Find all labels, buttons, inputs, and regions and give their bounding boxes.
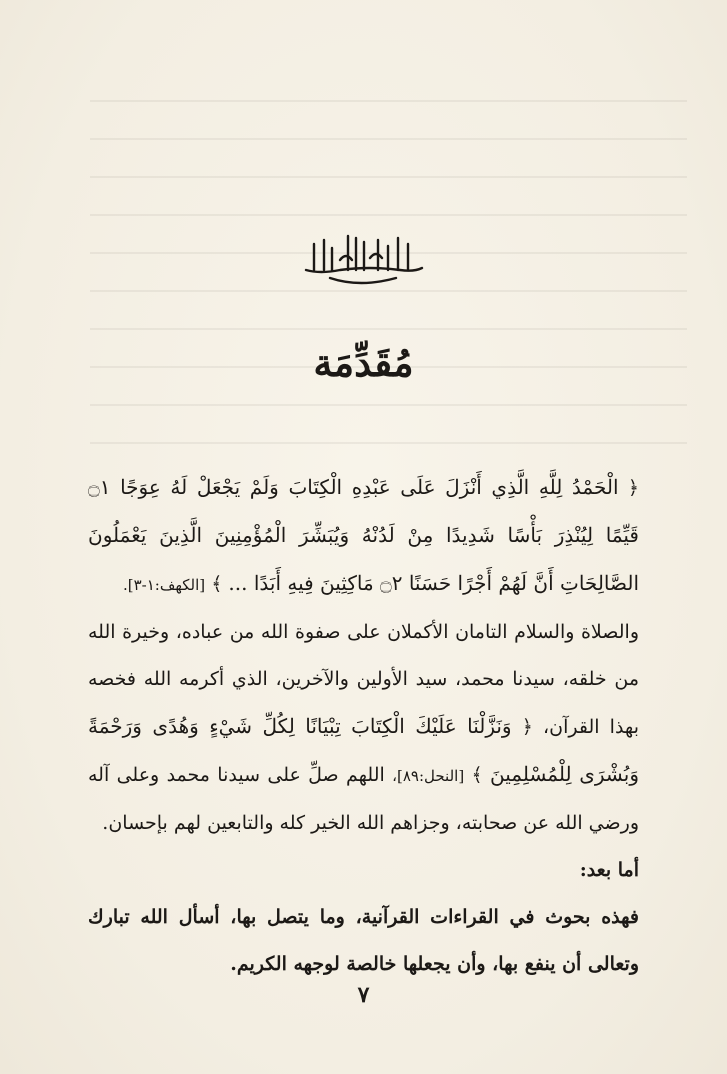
verse-text: وَنَزَّلْنَا عَلَيْكَ الْكِتَابَ تِبْيَانًا لِكُلِّ شَيْءٍ وَهُدًى وَرَحْمَةً وَبُشْرَى لِلْمُسْلِمِينَ <box>88 714 639 786</box>
verse-open-bracket: ﴿ <box>521 716 533 738</box>
verse-close-bracket: ﴾ <box>211 573 223 595</box>
closing-paragraph: فهذه بحوث في القراءات القرآنية، وما يتصل بها، أسأل الله تبارك وتعالى أن ينفع بها، وأن يجعلها خالصة لوجهه الكريم. <box>88 906 639 975</box>
paragraph-text: اللهم صلِّ على سيدنا محمد وعلى آله ورضي الله عن صحابته، وجزاهم الله الخير كله والتابعين لهم بإحسان. <box>88 764 639 834</box>
paragraph-text: والصلاة والسلام التامان الأكملان على صفوة الله من عباده، وخيرة الله من خلقه، سيدنا محمد، سيد الأولين والآخرين، الذي أكرمه الله فخصه بهذا القرآن، <box>88 621 639 738</box>
page-number: ٧ <box>357 982 370 1008</box>
amma-baad: أما بعد: <box>579 859 639 881</box>
verse-open-bracket: ﴿ <box>627 477 639 499</box>
verse-reference: [النحل:٨٩]، <box>392 767 465 785</box>
quran-verse-kahf <box>88 464 639 609</box>
body-text <box>88 464 639 988</box>
salawat-paragraph <box>88 609 639 847</box>
verse-text: الْحَمْدُ لِلَّهِ الَّذِي أَنْزَلَ عَلَى عَبْدِهِ الْكِتَابَ وَلَمْ يَجْعَلْ لَهُ عِوَجًا ۝١ قَيِّمًا لِيُنْذِرَ بَأْسًا شَدِيدًا مِنْ لَدُنْهُ وَيُبَشِّرَ الْمُؤْمِنِينَ الَّذِينَ يَعْمَلُونَ الصَّالِحَاتِ أَنَّ لَهُمْ أَجْرًا حَسَنًا ۝٢ مَاكِثِينَ فِيهِ أَبَدًا ... <box>88 475 639 595</box>
verse-close-bracket: ﴾ <box>471 764 483 786</box>
verse-reference: [الكهف:١-٣]. <box>122 576 206 594</box>
basmala-calligraphy-icon <box>300 230 428 290</box>
page-title: مُقَدِّمَة <box>313 340 414 385</box>
